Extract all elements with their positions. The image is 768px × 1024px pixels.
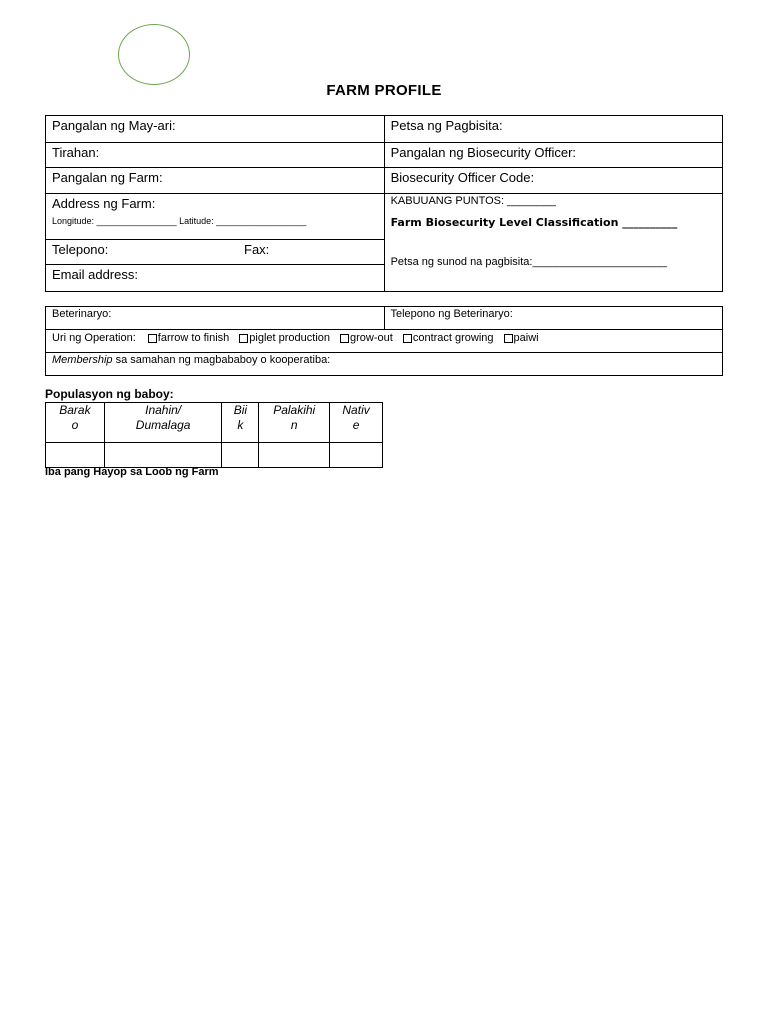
owner-label: Pangalan ng May-ari:	[52, 118, 176, 133]
piglet-production-option[interactable]	[239, 331, 330, 345]
barako-count-cell[interactable]	[46, 443, 105, 468]
vet-label: Beterinaryo:	[52, 308, 112, 320]
page-title: FARM PROFILE	[326, 82, 442, 99]
population-table	[45, 402, 383, 468]
other-animals-label: Iba pang Hayop sa Loob ng Farm	[45, 466, 219, 478]
checkbox-icon[interactable]	[340, 334, 349, 343]
inahin-count-cell[interactable]	[104, 443, 222, 468]
farm-name-field[interactable]	[46, 168, 385, 194]
checkbox-icon[interactable]	[148, 334, 157, 343]
vet-field[interactable]	[46, 307, 385, 330]
native-count-cell[interactable]	[330, 443, 383, 468]
farm-address-field[interactable]	[46, 194, 385, 240]
column-header-native: Nativ e	[330, 403, 383, 443]
vet-info-table	[45, 306, 723, 376]
classification-label: Farm Biosecurity Level Classification __________	[390, 216, 678, 229]
checkbox-icon[interactable]	[403, 334, 412, 343]
checkbox-icon[interactable]	[504, 334, 513, 343]
email-field[interactable]	[46, 265, 385, 292]
column-header-inahin: Inahin/ Dumalaga	[104, 403, 222, 443]
population-heading: Populasyon ng baboy:	[45, 387, 174, 401]
logo-placeholder	[118, 24, 190, 85]
farm-address-label: Address ng Farm:	[52, 196, 156, 211]
palakihin-count-cell[interactable]	[259, 443, 330, 468]
email-label: Email address:	[52, 267, 138, 282]
biosecurity-officer-field[interactable]	[384, 143, 722, 168]
grow-out-option[interactable]	[340, 331, 393, 345]
officer-code-field[interactable]	[384, 168, 722, 194]
farm-name-label: Pangalan ng Farm:	[52, 170, 163, 185]
paiwi-option[interactable]	[504, 331, 539, 345]
operation-label: Uri ng Operation:	[52, 332, 136, 344]
coordinates-label: Longitude: ________________ Latitude: __________________	[52, 216, 307, 226]
officer-code-label: Biosecurity Officer Code:	[390, 170, 535, 185]
vet-phone-label: Telepono ng Beterinaryo:	[390, 308, 513, 320]
paiwi-label: paiwi	[513, 332, 539, 344]
contract-growing-label: contract growing	[412, 332, 494, 344]
farrow-to-finish-label: farrow to finish	[157, 332, 230, 344]
vet-phone-field[interactable]	[384, 307, 723, 330]
membership-field[interactable]	[46, 353, 723, 376]
total-points-label: KABUUANG PUNTOS: ________	[390, 195, 557, 207]
checkbox-icon[interactable]	[239, 334, 248, 343]
score-cell[interactable]	[384, 194, 722, 292]
phone-label: Telepono:	[52, 242, 109, 257]
visit-date-label: Petsa ng Pagbisita:	[390, 118, 503, 133]
biosecurity-officer-label: Pangalan ng Biosecurity Officer:	[390, 145, 577, 160]
grow-out-label: grow-out	[350, 332, 393, 344]
visit-date-field[interactable]	[384, 116, 722, 143]
column-header-biik: Bii k	[222, 403, 259, 443]
operation-type-row	[46, 330, 723, 353]
address-label: Tirahan:	[52, 145, 100, 160]
column-header-barako: Barak o	[46, 403, 105, 443]
piglet-production-label: piglet production	[249, 332, 331, 344]
column-header-palakihin: Palakihi n	[259, 403, 330, 443]
next-visit-label: Petsa ng sunod na pagbisita:______________________	[390, 256, 668, 268]
farm-info-table	[45, 115, 723, 292]
farrow-to-finish-option[interactable]	[148, 331, 230, 345]
fax-label: Fax:	[244, 242, 270, 257]
membership-label: sa samahan ng magbababoy o kooperatiba:	[112, 354, 331, 366]
address-field[interactable]	[46, 143, 385, 168]
phone-fax-field[interactable]	[46, 240, 385, 265]
owner-field[interactable]	[46, 116, 385, 143]
biik-count-cell[interactable]	[222, 443, 259, 468]
contract-growing-option[interactable]	[403, 331, 494, 345]
membership-italic: Membership	[52, 354, 113, 366]
